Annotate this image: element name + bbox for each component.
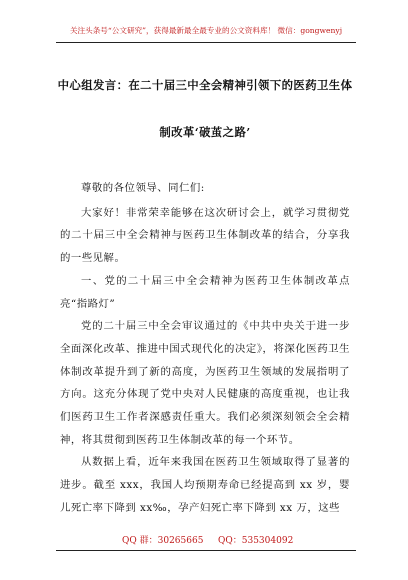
opening-paragraph: 大家好！非常荣幸能够在这次研讨会上，就学习贯彻党的二十届三中全会精神与医药卫生体制改革的结合，分享我的一些见解。 <box>60 206 350 265</box>
salutation-paragraph: 尊敬的各位领导、同仁们: <box>81 182 205 194</box>
header-divider <box>56 42 356 43</box>
footer-qq-group: QQ 群：30265665 <box>122 536 204 546</box>
body-paragraph: 从数据上看，近年来我国在医药卫生领域取得了显著的进步。截至 xxx，我国人均预期寿命已经提高到 xx 岁，婴儿死亡率下降到 xx‰，孕产妇死亡率下降到 xx 万，这些 <box>60 456 350 514</box>
header-promo-text: 关注头条号“公文研究”，获得最新最全最专业的公文资料库！ 微信：gongwenyj <box>69 26 343 35</box>
document-title-line-2: 制改革‘破茧之路’ <box>159 125 251 139</box>
section-heading-1: 一、党的二十届三中全会精神为医药卫生体制改革点亮“指路灯” <box>60 274 350 310</box>
document-title-line-1: 中心组发言：在二十届三中全会精神引领下的医药卫生体 <box>57 78 353 92</box>
footer-divider <box>56 550 356 551</box>
body-paragraph: 党的二十届三中全会审议通过的《中共中央关于进一步全面深化改革、推进中国式现代化的决定》，将深化医药卫生体制改革提升到了新的高度，为医药卫生领域的发展指明了方向。这充分体现了党中央对人民健康的高度重视，也让我们医药卫生工作者深感责任重大。我们必须深刻领会全会精神，将其贯彻到医药卫生体制改革的每一个环节。 <box>60 320 350 446</box>
document-body <box>60 177 350 520</box>
footer-qq-number: QQ：535304092 <box>218 536 294 546</box>
